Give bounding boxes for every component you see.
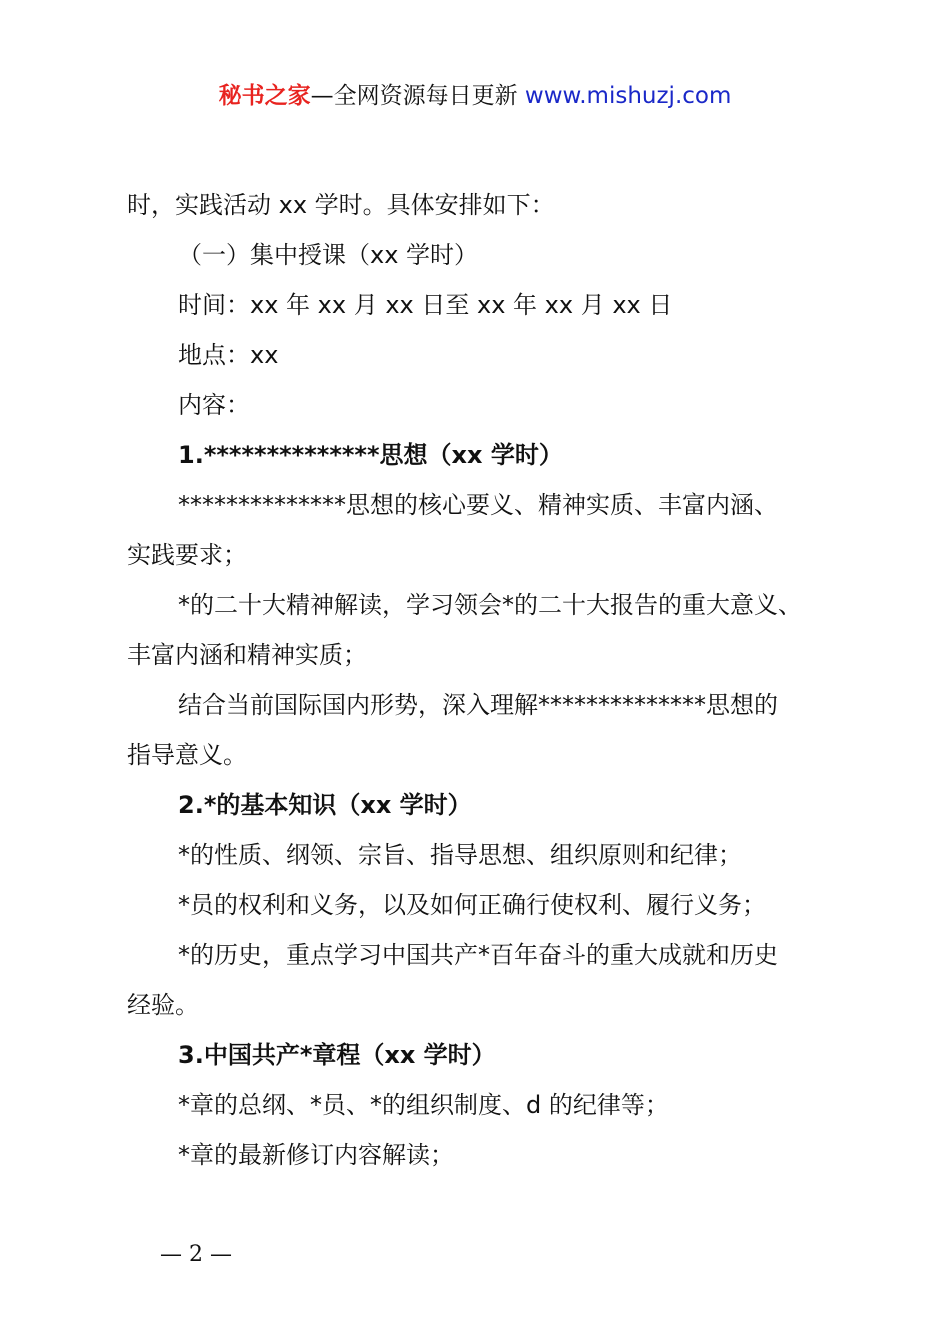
topic-heading-2: 2.*的基本知识（xx 学时） bbox=[178, 791, 472, 819]
paragraph-line: *的二十大精神解读，学习领会*的二十大报告的重大意义、 bbox=[178, 591, 802, 619]
paragraph-line: 时，实践活动 xx 学时。具体安排如下： bbox=[127, 191, 555, 219]
topic-heading-1: 1.**************思想（xx 学时） bbox=[178, 441, 563, 469]
header-url-link[interactable]: www.mishuzj.com bbox=[524, 83, 732, 109]
paragraph-line: *的历史，重点学习中国共产*百年奋斗的重大成就和历史 bbox=[178, 941, 778, 969]
paragraph-line: *的性质、纲领、宗旨、指导思想、组织原则和纪律； bbox=[178, 841, 742, 869]
paragraph-line: *章的总纲、*员、*的组织制度、d 的纪律等； bbox=[178, 1091, 669, 1119]
time-line: 时间：xx 年 xx 月 xx 日至 xx 年 xx 月 xx 日 bbox=[178, 291, 673, 319]
paragraph-line: *员的权利和义务，以及如何正确行使权利、履行义务； bbox=[178, 891, 766, 919]
paragraph-line: 经验。 bbox=[127, 991, 199, 1019]
paragraph-line: 实践要求； bbox=[127, 541, 247, 569]
section-heading: （一）集中授课（xx 学时） bbox=[178, 241, 479, 269]
paragraph-line: 指导意义。 bbox=[127, 741, 247, 769]
paragraph-line: 结合当前国际国内形势，深入理解**************思想的 bbox=[178, 691, 778, 719]
paragraph-line: **************思想的核心要义、精神实质、丰富内涵、 bbox=[178, 491, 778, 519]
topic-heading-3: 3.中国共产*章程（xx 学时） bbox=[178, 1041, 496, 1069]
header-brand: 秘书之家 bbox=[218, 83, 311, 109]
paragraph-line: *章的最新修订内容解读； bbox=[178, 1141, 454, 1169]
paragraph-line: 丰富内涵和精神实质； bbox=[127, 641, 367, 669]
header-slogan: —全网资源每日更新 bbox=[310, 83, 518, 109]
location-line: 地点：xx bbox=[178, 341, 279, 369]
page-header bbox=[0, 80, 950, 112]
page-number: — 2 — bbox=[160, 1242, 232, 1267]
content-label: 内容： bbox=[178, 391, 250, 419]
